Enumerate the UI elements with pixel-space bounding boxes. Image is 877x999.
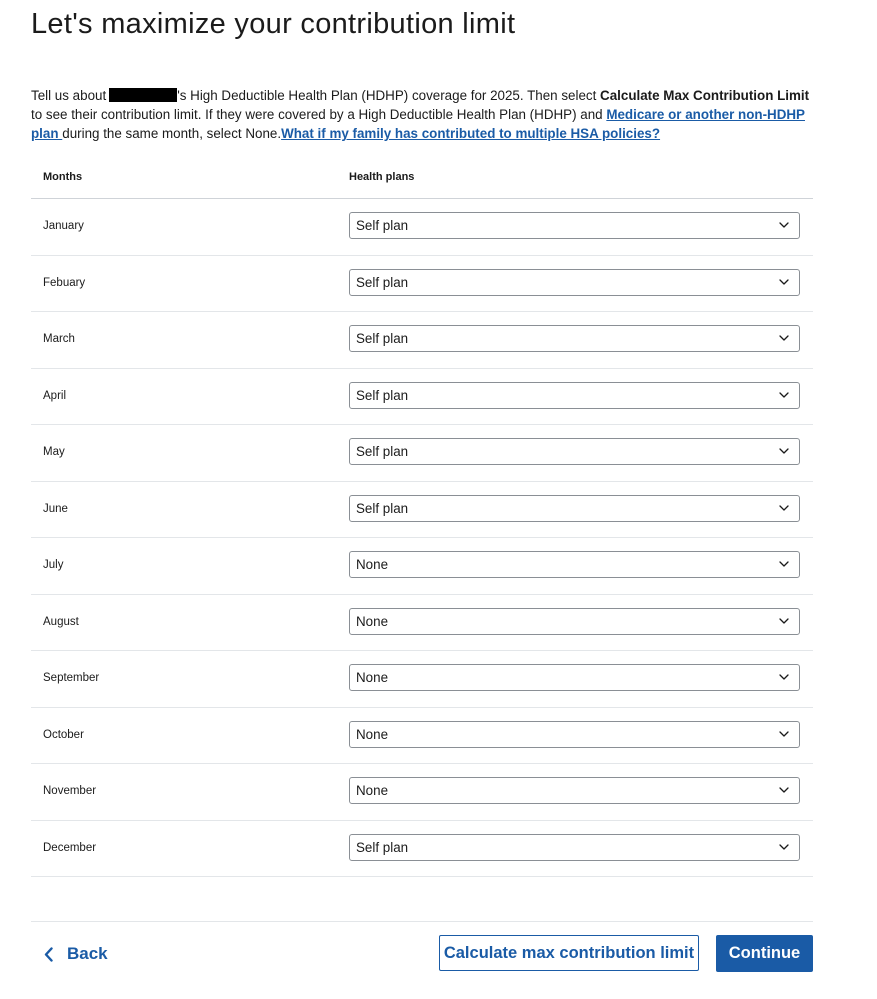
health-plan-table	[31, 160, 813, 877]
health-plan-select[interactable]	[349, 325, 800, 352]
calculate-max-contribution-button[interactable]: Calculate max contribution limit	[439, 935, 699, 971]
health-plan-select[interactable]	[349, 721, 800, 748]
chevron-down-icon	[779, 447, 789, 455]
health-plan-select[interactable]	[349, 664, 800, 691]
health-plan-select[interactable]	[349, 777, 800, 804]
table-row	[31, 595, 813, 652]
health-plan-selected-value: None	[356, 670, 389, 685]
month-label: August	[43, 615, 79, 628]
health-plan-selected-value: None	[356, 726, 389, 742]
month-label: June	[43, 502, 68, 515]
table-row	[31, 708, 813, 765]
redacted-name	[109, 88, 177, 102]
health-plan-select[interactable]	[349, 382, 800, 409]
health-plan-selected-value: Self plan	[356, 444, 409, 459]
table-row	[31, 482, 813, 539]
chevron-down-icon	[779, 673, 789, 681]
health-plan-selected-value: Self plan	[356, 500, 409, 516]
back-button[interactable]	[44, 940, 108, 968]
table-row	[31, 425, 813, 482]
table-row	[31, 821, 813, 878]
health-plan-selected-value: Self plan	[356, 274, 409, 290]
intro-bold-calculate: Calculate Max Contribution Limit	[600, 88, 810, 103]
health-plan-select[interactable]	[349, 212, 800, 239]
table-row	[31, 312, 813, 369]
health-plan-selected-value: None	[356, 613, 389, 629]
back-label: Back	[67, 944, 108, 963]
health-plan-selected-value: Self plan	[356, 387, 409, 403]
table-row	[31, 199, 813, 256]
month-label: March	[43, 333, 75, 345]
table-row	[31, 651, 813, 708]
chevron-down-icon	[779, 560, 789, 568]
chevron-down-icon	[779, 617, 789, 625]
chevron-down-icon	[779, 843, 789, 851]
chevron-left-icon	[44, 947, 53, 962]
months-column-header: Months	[43, 171, 83, 183]
health-plan-selected-value: None	[356, 557, 389, 572]
chevron-down-icon	[779, 730, 789, 738]
health-plan-selected-value: Self plan	[356, 218, 409, 233]
table-row	[31, 256, 813, 313]
month-label: October	[43, 728, 84, 741]
chevron-down-icon	[779, 504, 789, 512]
month-label: July	[43, 559, 64, 571]
table-row	[31, 764, 813, 821]
health-plan-select[interactable]	[349, 269, 800, 296]
intro-prefix: Tell us about	[31, 88, 107, 103]
health-plan-select[interactable]	[349, 438, 800, 465]
month-label: September	[43, 672, 100, 684]
month-label: April	[43, 389, 67, 402]
month-label: May	[43, 446, 65, 458]
table-row	[31, 369, 813, 426]
health-plan-selected-value: Self plan	[356, 331, 409, 346]
intro-suffix-1: 's High Deductible Health Plan (HDHP) coverage for 2025. Then select	[177, 88, 601, 103]
health-plan-select[interactable]	[349, 608, 800, 635]
table-body	[31, 199, 813, 877]
page-title: Let's maximize your contribution limit	[31, 8, 516, 40]
chevron-down-icon	[779, 221, 789, 229]
intro-suffix-2: to see their contribution limit. If they were covered by a High Deductible Health Plan (HDHP) and	[31, 107, 607, 122]
health-plan-selected-value: None	[356, 783, 389, 798]
health-plan-select[interactable]	[349, 834, 800, 861]
continue-button[interactable]: Continue	[716, 935, 813, 972]
chevron-down-icon	[779, 391, 789, 399]
month-label: December	[43, 841, 97, 854]
medicare-link[interactable]: Medicare or another non-HDHP plan	[31, 107, 805, 141]
intro-suffix-3: during the same month, select None.	[62, 126, 282, 141]
month-label: January	[43, 220, 84, 232]
table-row	[31, 538, 813, 595]
chevron-down-icon	[779, 786, 789, 794]
intro-text	[31, 86, 821, 143]
chevron-down-icon	[779, 334, 789, 342]
health-plan-select[interactable]	[349, 551, 800, 578]
health-plan-selected-value: Self plan	[356, 839, 409, 855]
chevron-down-icon	[779, 278, 789, 286]
footer-divider	[31, 921, 813, 922]
health-plan-select[interactable]	[349, 495, 800, 522]
table-header	[31, 160, 813, 199]
month-label: Febuary	[43, 276, 86, 289]
health-plans-column-header: Health plans	[349, 171, 415, 183]
family-hsa-link[interactable]: What if my family has contributed to multiple HSA policies?	[281, 126, 661, 141]
month-label: November	[43, 785, 97, 797]
